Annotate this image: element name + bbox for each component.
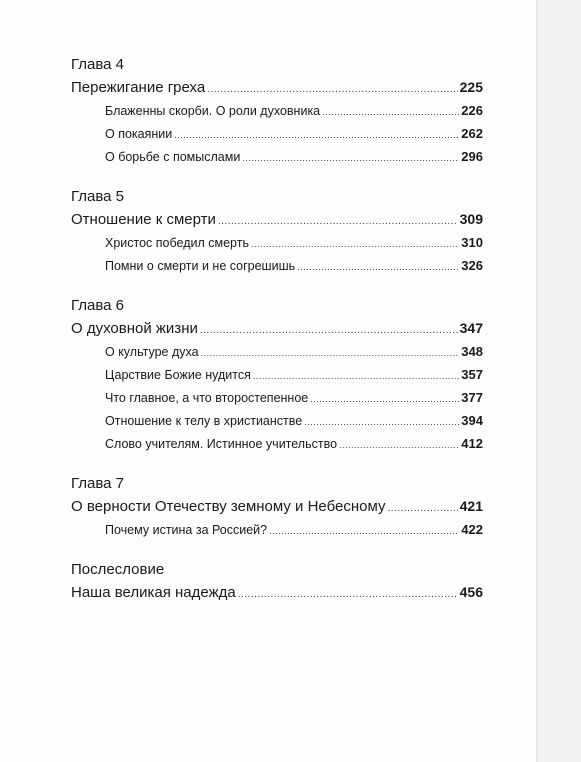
dot-leader — [322, 101, 459, 124]
chapter-label: Глава 6 — [71, 297, 125, 314]
section-title: Что главное, а что второстепенное — [105, 391, 309, 405]
dot-leader — [238, 583, 458, 606]
chapter-label: Глава 7 — [71, 475, 125, 492]
section-title: Помни о смерти и не согрешишь — [105, 259, 296, 273]
chapter-label: Глава 4 — [71, 56, 125, 73]
chapter-title-row — [71, 317, 483, 340]
section-title: Почему истина за Россией? — [105, 523, 268, 537]
chapter-title-row — [71, 208, 483, 231]
dot-leader — [201, 342, 460, 365]
chapter-title-row — [71, 76, 483, 99]
section-row — [71, 99, 483, 122]
chapter-label: Глава 5 — [71, 188, 125, 205]
page-number: 309 — [459, 211, 483, 227]
section-row — [71, 340, 483, 363]
chapter-title: О верности Отечеству земному и Небесному — [71, 498, 386, 515]
chapter-title: Наша великая надежда — [71, 584, 236, 601]
section-row — [71, 518, 483, 541]
page-number: 226 — [461, 103, 483, 118]
chapter-title: Пережигание греха — [71, 79, 206, 96]
chapter-7 — [71, 473, 483, 541]
page-number: 348 — [461, 344, 483, 359]
page-number: 377 — [461, 390, 483, 405]
chapter-title: Отношение к смерти — [71, 211, 216, 228]
section-title: Отношение к телу в христианстве — [105, 414, 303, 428]
chapter-title: О духовной жизни — [71, 320, 198, 337]
section-row — [71, 122, 483, 145]
dot-leader — [310, 388, 459, 411]
dot-leader — [253, 365, 459, 388]
dot-leader — [387, 497, 457, 520]
page-number: 394 — [461, 413, 483, 428]
page-edge — [536, 0, 581, 762]
dot-leader — [269, 520, 459, 543]
page-number: 456 — [459, 584, 483, 600]
dot-leader — [242, 147, 459, 170]
dot-leader — [200, 319, 458, 342]
dot-leader — [207, 78, 457, 101]
dot-leader — [339, 434, 459, 457]
section-row — [71, 409, 483, 432]
page-number: 326 — [461, 258, 483, 273]
page-number: 296 — [461, 149, 483, 164]
section-row — [71, 254, 483, 277]
dot-leader — [297, 256, 459, 279]
page-number: 310 — [461, 235, 483, 250]
section-row — [71, 432, 483, 455]
chapter-6 — [71, 295, 483, 455]
page-number: 412 — [461, 436, 483, 451]
section-title: Царствие Божие нудится — [105, 368, 251, 382]
table-of-contents — [71, 54, 483, 622]
section-title: О покаянии — [105, 127, 173, 141]
dot-leader — [251, 233, 459, 256]
chapter-5 — [71, 186, 483, 277]
section-row — [71, 363, 483, 386]
afterword — [71, 559, 483, 604]
page-number: 225 — [459, 79, 483, 95]
section-row — [71, 231, 483, 254]
page-number: 422 — [461, 522, 483, 537]
section-title: Христос победил смерть — [105, 236, 249, 250]
dot-leader — [174, 124, 459, 147]
section-title: Блаженны скорби. О роли духовника — [105, 104, 321, 118]
section-row — [71, 145, 483, 168]
page-number: 357 — [461, 367, 483, 382]
section-title: О культуре духа — [105, 345, 199, 359]
page-number: 262 — [461, 126, 483, 141]
chapter-title-row — [71, 495, 483, 518]
section-title: Слово учителям. Истинное учительство — [105, 437, 338, 451]
page-number: 421 — [459, 498, 483, 514]
dot-leader — [304, 411, 459, 434]
page-number: 347 — [459, 320, 483, 336]
section-title: О борьбе с помыслами — [105, 150, 241, 164]
chapter-4 — [71, 54, 483, 168]
section-row — [71, 386, 483, 409]
chapter-label: Послесловие — [71, 561, 165, 578]
dot-leader — [218, 210, 458, 233]
chapter-title-row — [71, 581, 483, 604]
